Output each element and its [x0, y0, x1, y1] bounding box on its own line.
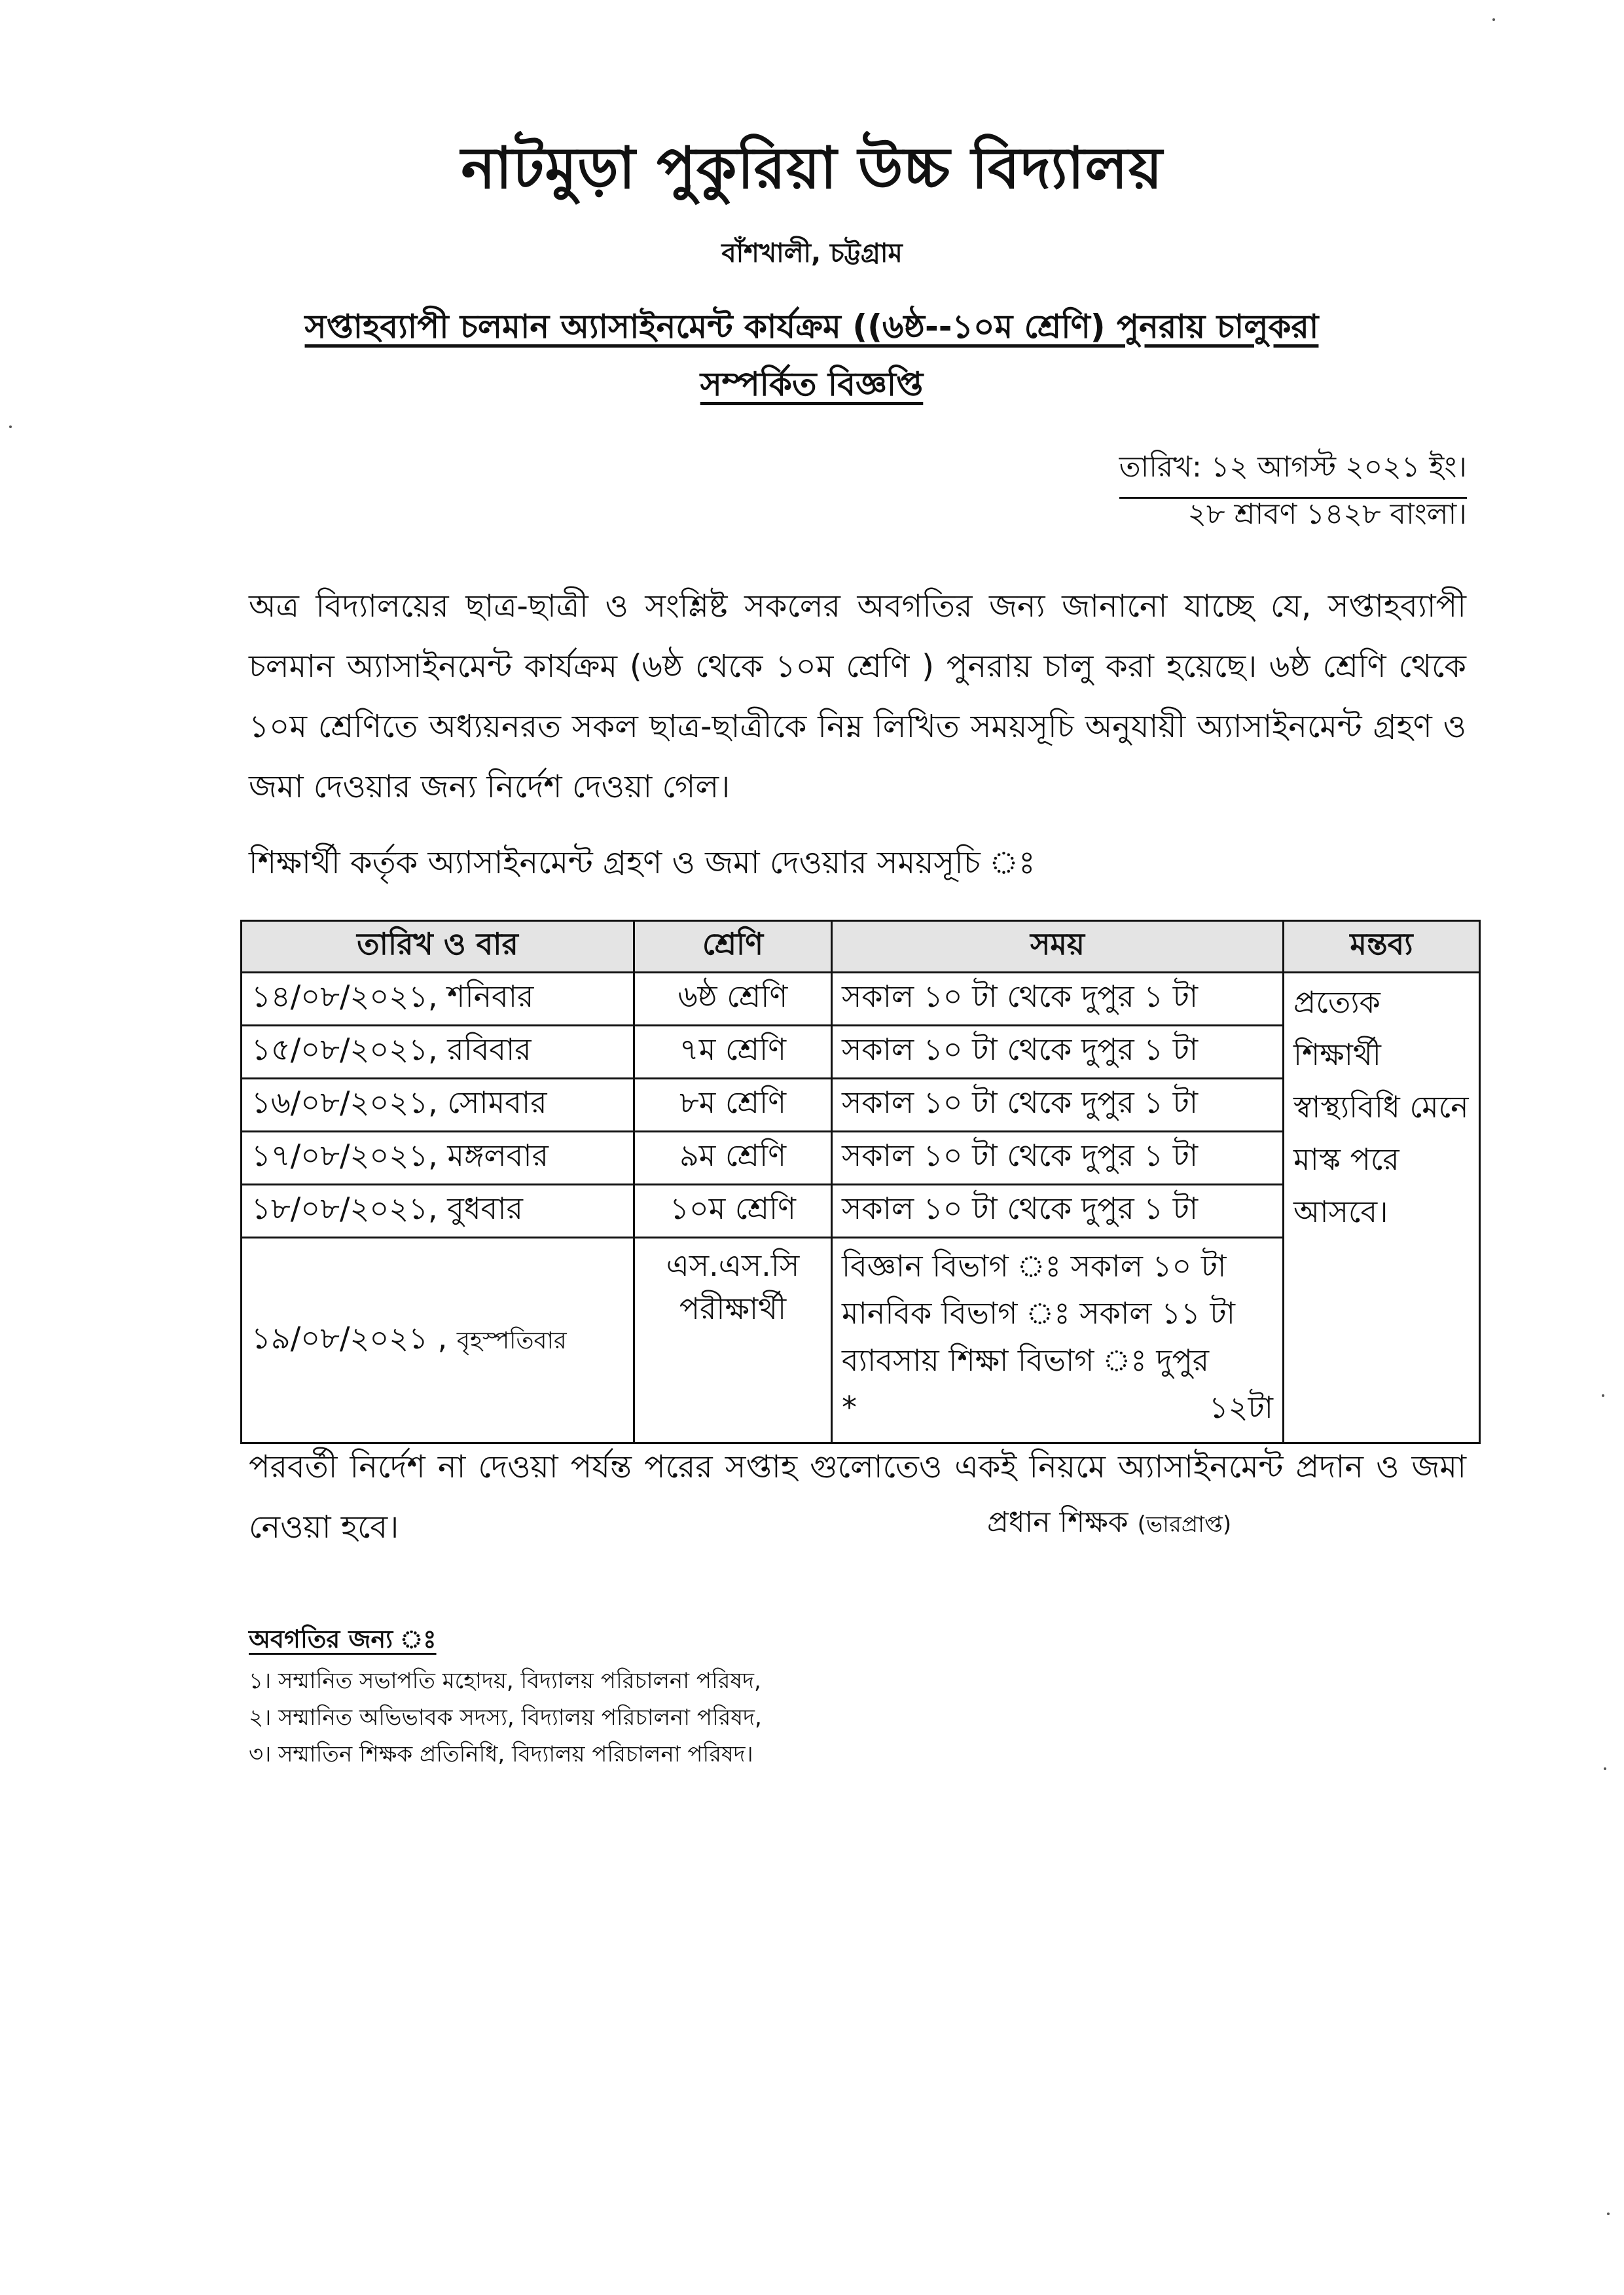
- notice-body: অত্র বিদ্যালয়ের ছাত্র-ছাত্রী ও সংশ্লিষ্ট সকলের অবগতির জন্য জানানো যাচ্ছে যে, সপ্তাহব্যাপী চলমান অ্যাসাইনমেন্ট কার্যক্রম (৬ষ্ঠ থেকে ১০ম শ্রেণি ) পুনরায় চালু করা হয়েছে। ৬ষ্ঠ শ্রেণি থেকে ১০ম শ্রেণিতে অধ্যয়নরত সকল ছাত্র-ছাত্রীকে নিম্ন লিখিত সময়সূচি অনুযায়ী অ্যাসাইনমেন্ট গ্রহণ ও জমা দেওয়ার জন্য নির্দেশ দেওয়া গেল।: [249, 588, 1466, 805]
- time-cell: সকাল ১০ টা থেকে দুপুর ১ টা: [832, 1026, 1284, 1079]
- class-cell: ১০ম শ্রেণি: [634, 1185, 832, 1238]
- schedule-heading: শিক্ষার্থী কর্তৃক অ্যাসাইনমেন্ট গ্রহণ ও জমা দেওয়ার সময়সূচি ঃ: [249, 844, 1036, 881]
- header-class: শ্রেণি: [634, 921, 832, 973]
- date-day-cell: ১৯/০৮/২০২১ , বৃহস্পতিবার: [242, 1238, 634, 1443]
- scan-speck: [1492, 18, 1495, 21]
- business-marker: *: [842, 1390, 857, 1425]
- day-value: মঙ্গলবার: [447, 1138, 549, 1173]
- header-time: সময়: [832, 921, 1284, 973]
- date-value: ১৫/০৮/২০২১: [251, 1032, 429, 1067]
- science-time: বিজ্ঞান বিভাগ ঃ সকাল ১০ টা: [842, 1248, 1227, 1284]
- date-value: ১৯/০৮/২০২১: [251, 1320, 429, 1356]
- day-value: শনিবার: [447, 979, 534, 1014]
- schedule-table: [240, 920, 1481, 1444]
- date-day-cell: ১৬/০৮/২০২১, সোমবার: [242, 1079, 634, 1132]
- remark-cell: প্রত্যেক শিক্ষার্থী স্বাস্থ্যবিধি মেনে মাস্ক পরে আসবে।: [1284, 973, 1480, 1443]
- school-name: নাটমুড়া পুকুরিয়া উচ্চ বিদ্যালয়: [461, 134, 1163, 202]
- date-day-cell: ১৮/০৮/২০২১, বুধবার: [242, 1185, 634, 1238]
- date-day-cell: ১৭/০৮/২০২১, মঙ্গলবার: [242, 1132, 634, 1185]
- time-cell: [832, 1238, 1284, 1443]
- date-bangla: ২৮ শ্রাবণ ১৪২৮ বাংলা।: [1187, 497, 1467, 531]
- date-day-cell: ১৫/০৮/২০২১, রবিবার: [242, 1026, 634, 1079]
- business-time: ব্যাবসায় শিক্ষা বিভাগ ঃ দুপুর: [842, 1343, 1210, 1378]
- class-cell: ৭ম শ্রেণি: [634, 1026, 832, 1079]
- business-time-continued: [842, 1384, 1273, 1431]
- ssc-class-line: এস.এস.সি: [666, 1248, 800, 1283]
- date-value: ১৮/০৮/২০২১: [251, 1191, 429, 1226]
- class-cell: ৬ষ্ঠ শ্রেণি: [634, 973, 832, 1026]
- class-cell: ৯ম শ্রেণি: [634, 1132, 832, 1185]
- time-cell: সকাল ১০ টা থেকে দুপুর ১ টা: [832, 1132, 1284, 1185]
- time-cell: সকাল ১০ টা থেকে দুপুর ১ টা: [832, 973, 1284, 1026]
- scan-speck: [1602, 1394, 1604, 1397]
- cc-heading: অবগতির জন্য ঃ: [249, 1625, 437, 1653]
- day-value: বৃহস্পতিবার: [456, 1327, 567, 1354]
- business-time-value: ১২টা: [1208, 1390, 1273, 1425]
- table-header-row: [242, 921, 1480, 973]
- notice-title: সপ্তাহব্যাপী চলমান অ্যাসাইনমেন্ট কার্যক্রম ((৬ষ্ঠ--১০ম শ্রেণি) পুনরায় চালুকরা সম্পর্কিত বিজ্ঞপ্তি: [304, 308, 1319, 403]
- day-value: রবিবার: [447, 1032, 532, 1067]
- cc-list: [249, 1663, 762, 1773]
- time-cell: সকাল ১০ টা থেকে দুপুর ১ টা: [832, 1185, 1284, 1238]
- ssc-class-line: পরীক্ষার্থী: [679, 1291, 787, 1326]
- list-item: ১। সম্মানিত সভাপতি মহোদয়, বিদ্যালয় পরিচালনা পরিষদ,: [249, 1668, 761, 1694]
- table-row: [242, 973, 1480, 1026]
- date-value: ১৭/০৮/২০২১: [251, 1138, 429, 1173]
- list-item: ৩। সম্মাতিন শিক্ষক প্রতিনিধি, বিদ্যালয় পরিচালনা পরিষদ।: [249, 1741, 753, 1767]
- scan-speck: [9, 425, 12, 428]
- humanities-time: মানবিক বিভাগ ঃ সকাল ১১ টা: [842, 1295, 1235, 1331]
- date-value: ১৬/০৮/২০২১: [251, 1085, 429, 1120]
- date-value: ১৪/০৮/২০২১: [251, 979, 429, 1014]
- date-gregorian: তারিখ: ১২ আগস্ট ২০২১ ইং।: [1119, 445, 1467, 499]
- list-item: ২। সম্মানিত অভিভাবক সদস্য, বিদ্যালয় পরিচালনা পরিষদ,: [249, 1705, 762, 1731]
- time-cell: সকাল ১০ টা থেকে দুপুর ১ টা: [832, 1079, 1284, 1132]
- school-location: বাঁশখালী, চট্টগ্রাম: [721, 238, 903, 268]
- day-value: সোমবার: [447, 1085, 547, 1120]
- class-cell: [634, 1238, 832, 1443]
- scan-speck: [1604, 1767, 1606, 1770]
- footer-note: পরবর্তী নির্দেশ না দেওয়া পর্যন্ত পরের সপ্তাহ গুলোতেও একই নিয়মে অ্যাসাইনমেন্ট প্রদান ও জমা নেওয়া হবে।: [249, 1449, 1466, 1545]
- day-value: বুধবার: [447, 1191, 523, 1226]
- header-date-day: তারিখ ও বার: [242, 921, 634, 973]
- signatory: [987, 1500, 1231, 1548]
- date-day-cell: ১৪/০৮/২০২১, শনিবার: [242, 973, 634, 1026]
- header-remark: মন্তব্য: [1284, 921, 1480, 973]
- signatory-subtitle: (ভারপ্রাপ্ত): [1137, 1511, 1232, 1538]
- signatory-title: প্রধান শিক্ষক: [987, 1506, 1128, 1539]
- class-cell: ৮ম শ্রেণি: [634, 1079, 832, 1132]
- scan-speck: [1607, 2213, 1610, 2215]
